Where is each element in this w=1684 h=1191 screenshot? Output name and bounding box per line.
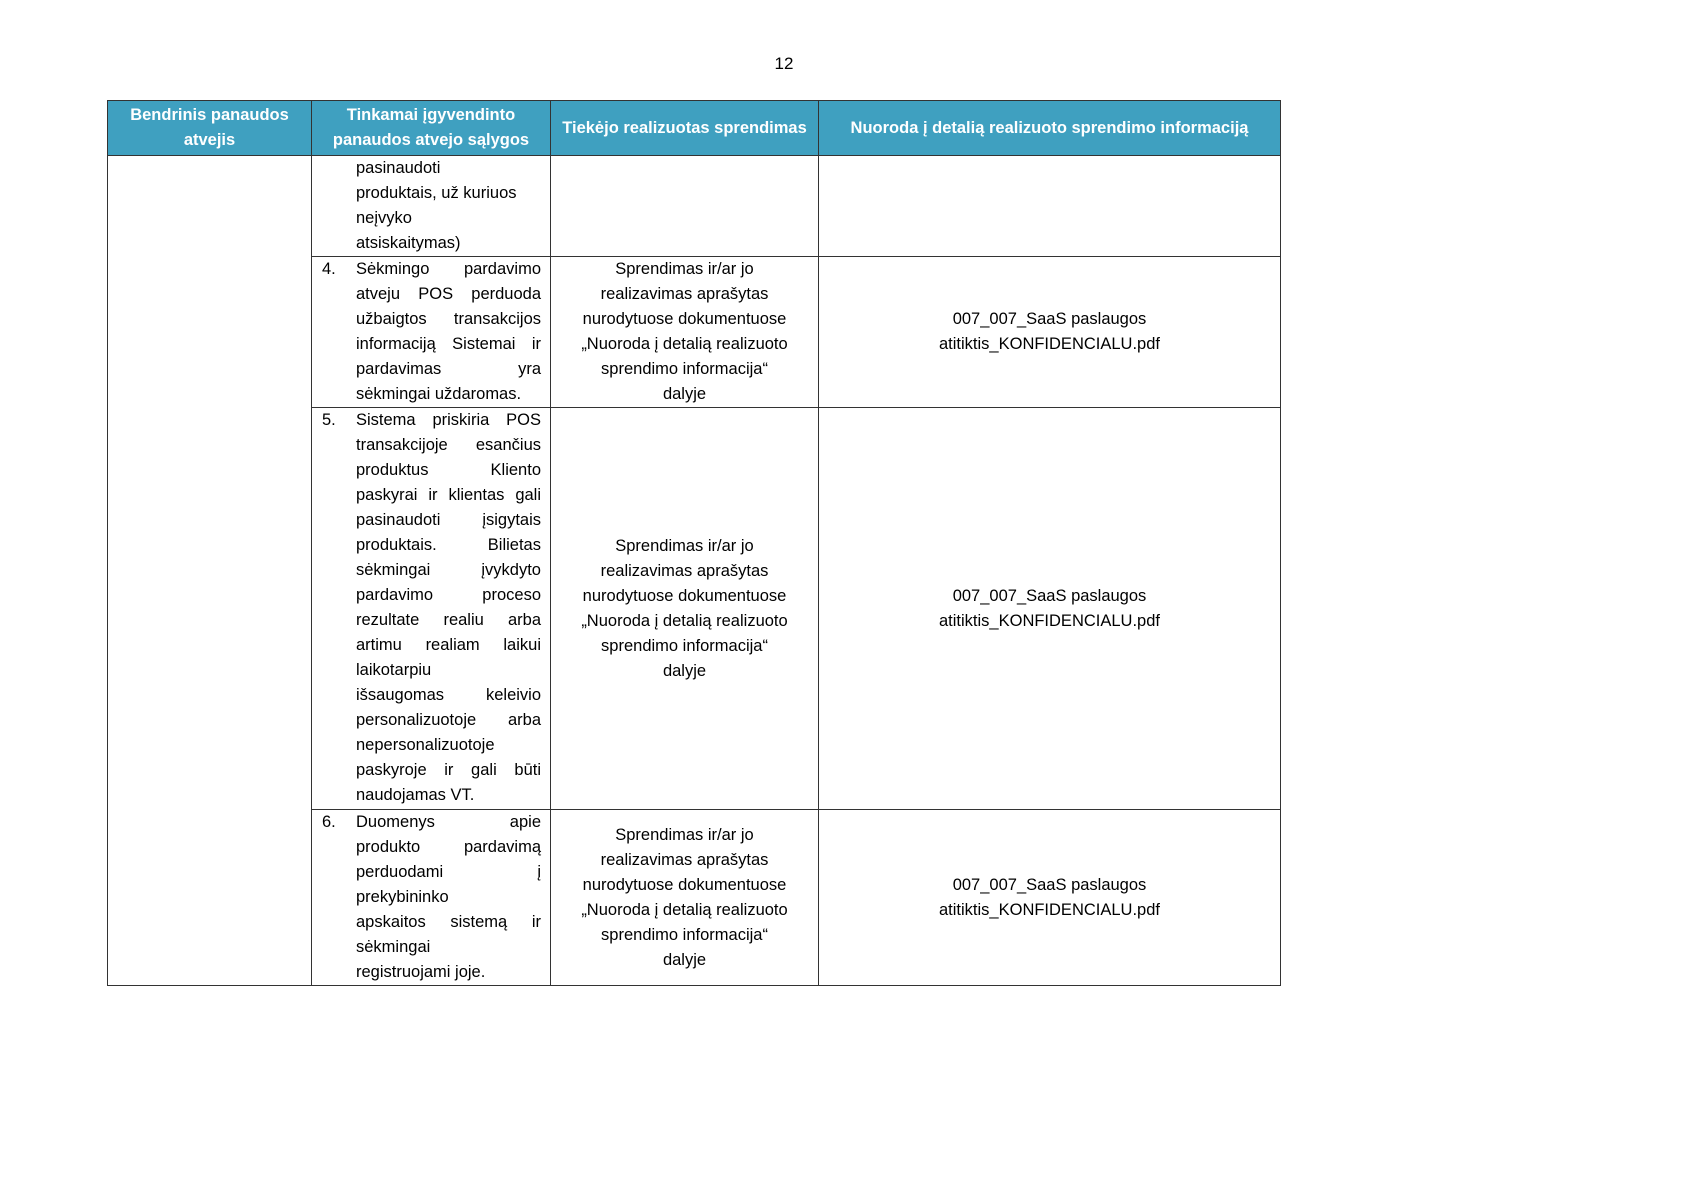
condition-line: apskaitos sistemą ir	[356, 913, 541, 931]
solution-line: sprendimo informacija“	[601, 360, 768, 378]
solution-line: sprendimo informacija“	[601, 925, 768, 944]
numbered-condition	[322, 408, 541, 808]
condition-number: 6.	[322, 813, 336, 831]
general-use-case-cell	[108, 156, 312, 986]
condition-line: naudojamas VT.	[356, 786, 475, 804]
condition-line: produktais. Bilietas	[356, 536, 541, 554]
reference-line: 007_007_SaaS paslaugos	[952, 875, 1147, 894]
condition-line: pardavimas yra	[356, 360, 541, 378]
condition-line: artimu realiam laikui	[356, 636, 541, 654]
condition-line: sėkmingai uždaromas.	[356, 385, 522, 403]
condition-line: išsaugomas keleivio	[356, 686, 541, 704]
condition-cell	[312, 257, 551, 408]
solution-line: „Nuoroda į detalią realizuoto	[581, 335, 788, 353]
solution-line: Sprendimas ir/ar jo	[615, 825, 754, 844]
condition-line: prekybininko	[356, 888, 449, 906]
solution-line: realizavimas aprašytas	[600, 850, 769, 869]
use-case-table	[107, 100, 1281, 986]
condition-line: transakcijoje esančius	[356, 436, 541, 454]
condition-line: produktais, už kuriuos	[356, 184, 517, 202]
reference-cell	[819, 257, 1281, 408]
condition-line: Sėkmingo pardavimo	[356, 260, 541, 278]
solution-line: nurodytuose dokumentuose	[582, 875, 787, 894]
solution-line: nurodytuose dokumentuose	[582, 310, 787, 328]
condition-line: registruojami joje.	[356, 963, 486, 981]
condition-text	[356, 408, 541, 808]
reference-cell	[819, 408, 1281, 810]
solution-line: dalyje	[662, 661, 707, 680]
condition-line: atveju POS perduoda	[356, 285, 541, 303]
condition-line: rezultate realiu arba	[356, 611, 541, 629]
solution-line: sprendimo informacija“	[601, 636, 768, 655]
header-conditions: Tinkamai įgyvendinto panaudos atvejo sąlygos	[312, 101, 551, 156]
condition-line: produktus Kliento	[356, 461, 541, 479]
condition-line: pasinaudoti įsigytais	[356, 511, 541, 529]
header-reference: Nuoroda į detalią realizuoto sprendimo informaciją	[819, 101, 1281, 156]
condition-cell	[312, 810, 551, 986]
condition-line: Sistema priskiria POS	[356, 411, 541, 429]
condition-line: nepersonalizuotoje	[356, 736, 495, 754]
reference-line: atitiktis_KONFIDENCIALU.pdf	[939, 611, 1160, 630]
condition-line: laikotarpiu	[356, 661, 432, 679]
solution-line: „Nuoroda į detalią realizuoto	[581, 611, 788, 630]
solution-line: „Nuoroda į detalią realizuoto	[581, 900, 788, 919]
condition-text	[356, 257, 541, 407]
solution-line: realizavimas aprašytas	[600, 285, 769, 303]
condition-line: užbaigtos transakcijos	[356, 310, 541, 328]
solution-line: Sprendimas ir/ar jo	[615, 260, 754, 278]
condition-line: pardavimo proceso	[356, 586, 541, 604]
reference-cell	[819, 156, 1281, 257]
solution-cell	[551, 810, 819, 986]
solution-cell	[551, 156, 819, 257]
condition-line: atsiskaitymas)	[356, 234, 461, 252]
numbered-condition	[322, 257, 541, 407]
condition-line: pasinaudoti	[356, 159, 441, 177]
condition-line: Duomenys apie	[356, 813, 541, 831]
page-number: 12	[774, 54, 794, 73]
reference-line: 007_007_SaaS paslaugos	[952, 586, 1147, 605]
solution-line: realizavimas aprašytas	[600, 561, 769, 580]
solution-line: dalyje	[662, 385, 707, 403]
condition-line: perduodami į	[356, 863, 541, 881]
header-supplier-solution: Tiekėjo realizuotas sprendimas	[551, 101, 819, 156]
table-header-row	[108, 101, 1281, 156]
solution-line: nurodytuose dokumentuose	[582, 586, 787, 605]
reference-line: 007_007_SaaS paslaugos	[952, 310, 1147, 328]
condition-line: paskyroje ir gali būti	[356, 761, 541, 779]
solution-line: Sprendimas ir/ar jo	[615, 536, 754, 555]
condition-cell	[312, 408, 551, 810]
reference-line: atitiktis_KONFIDENCIALU.pdf	[939, 335, 1160, 353]
solution-line: dalyje	[662, 950, 707, 969]
condition-cell	[312, 156, 551, 257]
condition-line: neįvyko	[356, 209, 412, 227]
numbered-condition	[322, 810, 541, 985]
condition-line: informaciją Sistemai ir	[356, 335, 541, 353]
solution-cell	[551, 257, 819, 408]
condition-line: paskyrai ir klientas gali	[356, 486, 541, 504]
condition-line: sėkmingai	[356, 938, 431, 956]
condition-line: sėkmingai įvykdyto	[356, 561, 541, 579]
condition-text	[356, 810, 541, 985]
condition-number: 5.	[322, 411, 336, 429]
reference-cell	[819, 810, 1281, 986]
solution-cell	[551, 408, 819, 810]
reference-line: atitiktis_KONFIDENCIALU.pdf	[939, 900, 1160, 919]
condition-line: produkto pardavimą	[356, 838, 541, 856]
condition-line: personalizuotoje arba	[356, 711, 541, 729]
table-row	[108, 156, 1281, 257]
header-general-use-case: Bendrinis panaudos atvejis	[108, 101, 312, 156]
condition-number: 4.	[322, 260, 336, 278]
